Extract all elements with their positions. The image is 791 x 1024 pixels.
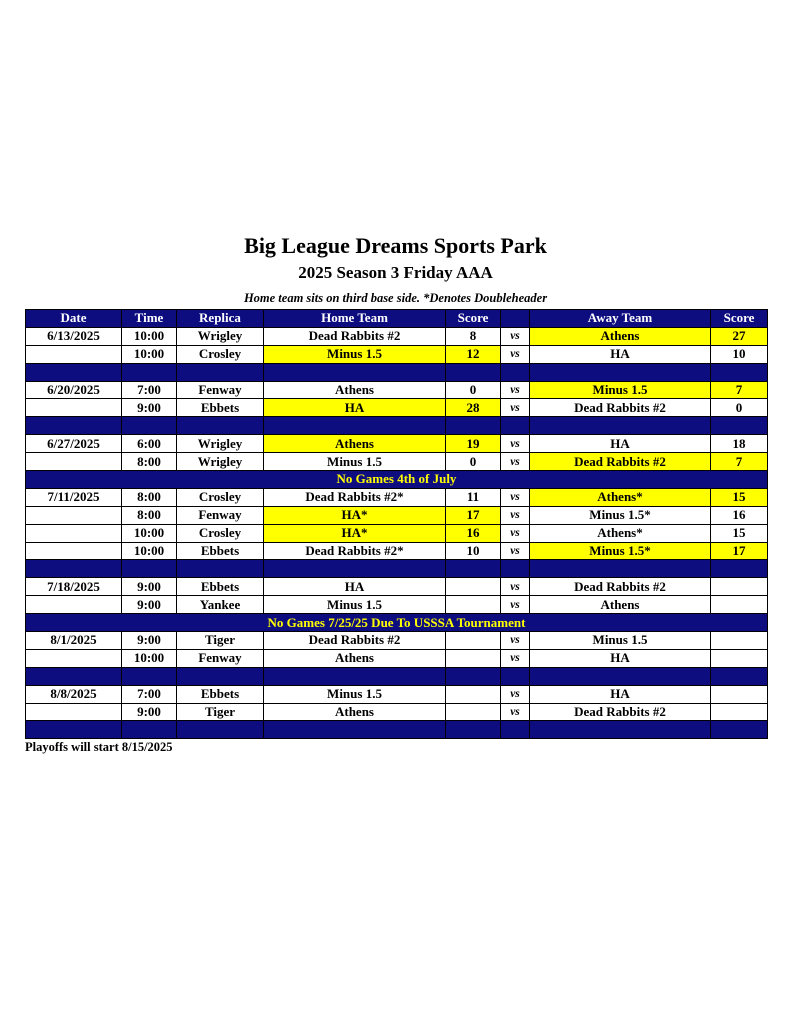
away-score-cell: [711, 632, 768, 650]
replica-cell: Ebbets: [177, 542, 264, 560]
separator-cell: [26, 560, 122, 578]
separator-cell: [711, 667, 768, 685]
game-row: [26, 345, 768, 363]
separator-cell: [26, 417, 122, 435]
game-row: [26, 596, 768, 614]
time-cell: 9:00: [122, 632, 177, 650]
away-score-cell: [711, 596, 768, 614]
vs-cell: vs: [501, 649, 530, 667]
home-score-cell: [446, 578, 501, 596]
home-score-cell: [446, 632, 501, 650]
date-cell: [26, 524, 122, 542]
away-score-cell: [711, 703, 768, 721]
replica-cell: Tiger: [177, 703, 264, 721]
home-score-cell: 17: [446, 506, 501, 524]
home-score-cell: [446, 703, 501, 721]
game-row: [26, 703, 768, 721]
replica-cell: Crosley: [177, 524, 264, 542]
away-team-cell: Athens: [530, 596, 711, 614]
home-score-cell: [446, 596, 501, 614]
header-home-score: Score: [446, 310, 501, 328]
game-row: [26, 435, 768, 453]
date-cell: [26, 506, 122, 524]
away-team-cell: Minus 1.5*: [530, 506, 711, 524]
time-cell: 9:00: [122, 596, 177, 614]
home-team-cell: Athens: [264, 649, 446, 667]
separator-cell: [122, 667, 177, 685]
home-score-cell: [446, 685, 501, 703]
date-cell: [26, 399, 122, 417]
home-score-cell: 19: [446, 435, 501, 453]
separator-cell: [122, 363, 177, 381]
date-cell: 8/8/2025: [26, 685, 122, 703]
separator-cell: [530, 560, 711, 578]
home-team-cell: Dead Rabbits #2: [264, 327, 446, 345]
away-score-cell: 7: [711, 453, 768, 471]
away-score-cell: 15: [711, 524, 768, 542]
game-row: [26, 542, 768, 560]
home-team-cell: Minus 1.5: [264, 345, 446, 363]
date-cell: 8/1/2025: [26, 632, 122, 650]
home-team-cell: Minus 1.5: [264, 453, 446, 471]
vs-cell: vs: [501, 345, 530, 363]
game-row: [26, 632, 768, 650]
away-score-cell: 15: [711, 488, 768, 506]
replica-cell: Yankee: [177, 596, 264, 614]
separator-cell: [264, 417, 446, 435]
separator-cell: [264, 560, 446, 578]
vs-cell: vs: [501, 685, 530, 703]
separator-cell: [501, 363, 530, 381]
game-row: [26, 685, 768, 703]
home-score-cell: [446, 649, 501, 667]
time-cell: 10:00: [122, 345, 177, 363]
separator-row: [26, 667, 768, 685]
away-score-cell: 10: [711, 345, 768, 363]
home-score-cell: 16: [446, 524, 501, 542]
replica-cell: Fenway: [177, 649, 264, 667]
home-team-cell: HA*: [264, 506, 446, 524]
away-team-cell: HA: [530, 649, 711, 667]
separator-row: [26, 417, 768, 435]
home-team-cell: HA: [264, 399, 446, 417]
separator-cell: [122, 560, 177, 578]
separator-cell: [177, 417, 264, 435]
banner-row: [26, 614, 768, 632]
header-time: Time: [122, 310, 177, 328]
away-team-cell: HA: [530, 345, 711, 363]
away-team-cell: Athens*: [530, 524, 711, 542]
replica-cell: Ebbets: [177, 399, 264, 417]
separator-cell: [264, 667, 446, 685]
separator-cell: [711, 721, 768, 739]
game-row: [26, 578, 768, 596]
vs-cell: vs: [501, 703, 530, 721]
game-row: [26, 488, 768, 506]
date-cell: 7/18/2025: [26, 578, 122, 596]
away-team-cell: Dead Rabbits #2: [530, 578, 711, 596]
separator-cell: [446, 363, 501, 381]
home-team-cell: HA: [264, 578, 446, 596]
separator-cell: [501, 721, 530, 739]
game-row: [26, 506, 768, 524]
separator-cell: [530, 363, 711, 381]
date-cell: 6/27/2025: [26, 435, 122, 453]
vs-cell: vs: [501, 399, 530, 417]
separator-cell: [122, 721, 177, 739]
date-cell: [26, 345, 122, 363]
separator-cell: [530, 721, 711, 739]
game-row: [26, 524, 768, 542]
separator-cell: [177, 721, 264, 739]
time-cell: 8:00: [122, 488, 177, 506]
time-cell: 10:00: [122, 524, 177, 542]
time-cell: 10:00: [122, 542, 177, 560]
home-score-cell: 10: [446, 542, 501, 560]
home-score-cell: 0: [446, 453, 501, 471]
replica-cell: Ebbets: [177, 685, 264, 703]
game-row: [26, 327, 768, 345]
game-row: [26, 453, 768, 471]
away-score-cell: 27: [711, 327, 768, 345]
replica-cell: Tiger: [177, 632, 264, 650]
separator-cell: [177, 363, 264, 381]
date-cell: [26, 596, 122, 614]
away-team-cell: Dead Rabbits #2: [530, 399, 711, 417]
separator-cell: [26, 363, 122, 381]
home-team-cell: Athens: [264, 435, 446, 453]
vs-cell: vs: [501, 596, 530, 614]
separator-cell: [530, 667, 711, 685]
separator-row: [26, 363, 768, 381]
home-team-cell: Athens: [264, 703, 446, 721]
time-cell: 8:00: [122, 453, 177, 471]
away-score-cell: [711, 649, 768, 667]
home-team-cell: Dead Rabbits #2: [264, 632, 446, 650]
home-score-cell: 0: [446, 381, 501, 399]
home-score-cell: 28: [446, 399, 501, 417]
vs-cell: vs: [501, 578, 530, 596]
away-score-cell: 18: [711, 435, 768, 453]
separator-cell: [26, 721, 122, 739]
vs-cell: vs: [501, 327, 530, 345]
vs-cell: vs: [501, 524, 530, 542]
home-team-cell: HA*: [264, 524, 446, 542]
replica-cell: Fenway: [177, 506, 264, 524]
vs-cell: vs: [501, 381, 530, 399]
separator-cell: [177, 667, 264, 685]
banner-text: No Games 4th of July: [26, 471, 768, 489]
header-date: Date: [26, 310, 122, 328]
date-cell: 6/20/2025: [26, 381, 122, 399]
game-row: [26, 649, 768, 667]
home-team-cell: Dead Rabbits #2*: [264, 488, 446, 506]
separator-cell: [501, 667, 530, 685]
time-cell: 10:00: [122, 327, 177, 345]
date-cell: 7/11/2025: [26, 488, 122, 506]
separator-cell: [530, 417, 711, 435]
date-cell: [26, 649, 122, 667]
separator-cell: [122, 417, 177, 435]
away-team-cell: Athens: [530, 327, 711, 345]
schedule-note: Home team sits on third base side. *Denotes Doubleheader: [243, 291, 548, 305]
home-team-cell: Minus 1.5: [264, 685, 446, 703]
away-score-cell: 17: [711, 542, 768, 560]
playoffs-footer: Playoffs will start 8/15/2025: [25, 740, 173, 754]
separator-cell: [711, 363, 768, 381]
vs-cell: vs: [501, 632, 530, 650]
time-cell: 9:00: [122, 703, 177, 721]
time-cell: 9:00: [122, 578, 177, 596]
header-vs: [501, 310, 530, 328]
replica-cell: Wrigley: [177, 453, 264, 471]
page-title: Big League Dreams Sports Park: [244, 233, 547, 258]
replica-cell: Wrigley: [177, 435, 264, 453]
separator-cell: [446, 721, 501, 739]
vs-cell: vs: [501, 453, 530, 471]
header-away-score: Score: [711, 310, 768, 328]
away-team-cell: Athens*: [530, 488, 711, 506]
vs-cell: vs: [501, 488, 530, 506]
home-team-cell: Minus 1.5: [264, 596, 446, 614]
separator-row: [26, 721, 768, 739]
time-cell: 7:00: [122, 685, 177, 703]
home-score-cell: 12: [446, 345, 501, 363]
replica-cell: Fenway: [177, 381, 264, 399]
replica-cell: Crosley: [177, 345, 264, 363]
page-subtitle: 2025 Season 3 Friday AAA: [298, 263, 493, 282]
time-cell: 8:00: [122, 506, 177, 524]
separator-cell: [446, 560, 501, 578]
away-score-cell: 16: [711, 506, 768, 524]
away-team-cell: Dead Rabbits #2: [530, 703, 711, 721]
replica-cell: Ebbets: [177, 578, 264, 596]
game-row: [26, 381, 768, 399]
away-score-cell: [711, 685, 768, 703]
away-team-cell: Dead Rabbits #2: [530, 453, 711, 471]
away-score-cell: 0: [711, 399, 768, 417]
separator-cell: [264, 721, 446, 739]
schedule-table: [25, 309, 768, 739]
home-team-cell: Athens: [264, 381, 446, 399]
away-score-cell: [711, 578, 768, 596]
header-away-team: Away Team: [530, 310, 711, 328]
date-cell: 6/13/2025: [26, 327, 122, 345]
away-team-cell: HA: [530, 685, 711, 703]
away-score-cell: 7: [711, 381, 768, 399]
separator-cell: [446, 417, 501, 435]
home-score-cell: 8: [446, 327, 501, 345]
header-home-team: Home Team: [264, 310, 446, 328]
separator-cell: [711, 417, 768, 435]
separator-cell: [264, 363, 446, 381]
header-replica: Replica: [177, 310, 264, 328]
separator-cell: [446, 667, 501, 685]
separator-row: [26, 560, 768, 578]
banner-row: [26, 471, 768, 489]
date-cell: [26, 703, 122, 721]
away-team-cell: Minus 1.5: [530, 381, 711, 399]
vs-cell: vs: [501, 542, 530, 560]
time-cell: 6:00: [122, 435, 177, 453]
time-cell: 7:00: [122, 381, 177, 399]
date-cell: [26, 453, 122, 471]
time-cell: 9:00: [122, 399, 177, 417]
separator-cell: [711, 560, 768, 578]
separator-cell: [501, 417, 530, 435]
date-cell: [26, 542, 122, 560]
vs-cell: vs: [501, 435, 530, 453]
home-team-cell: Dead Rabbits #2*: [264, 542, 446, 560]
home-score-cell: 11: [446, 488, 501, 506]
banner-text: No Games 7/25/25 Due To USSSA Tournament: [26, 614, 768, 632]
replica-cell: Crosley: [177, 488, 264, 506]
schedule-body: [26, 327, 768, 738]
away-team-cell: Minus 1.5: [530, 632, 711, 650]
separator-cell: [177, 560, 264, 578]
vs-cell: vs: [501, 506, 530, 524]
time-cell: 10:00: [122, 649, 177, 667]
away-team-cell: Minus 1.5*: [530, 542, 711, 560]
away-team-cell: HA: [530, 435, 711, 453]
separator-cell: [501, 560, 530, 578]
replica-cell: Wrigley: [177, 327, 264, 345]
separator-cell: [26, 667, 122, 685]
table-header-row: [26, 310, 768, 328]
game-row: [26, 399, 768, 417]
